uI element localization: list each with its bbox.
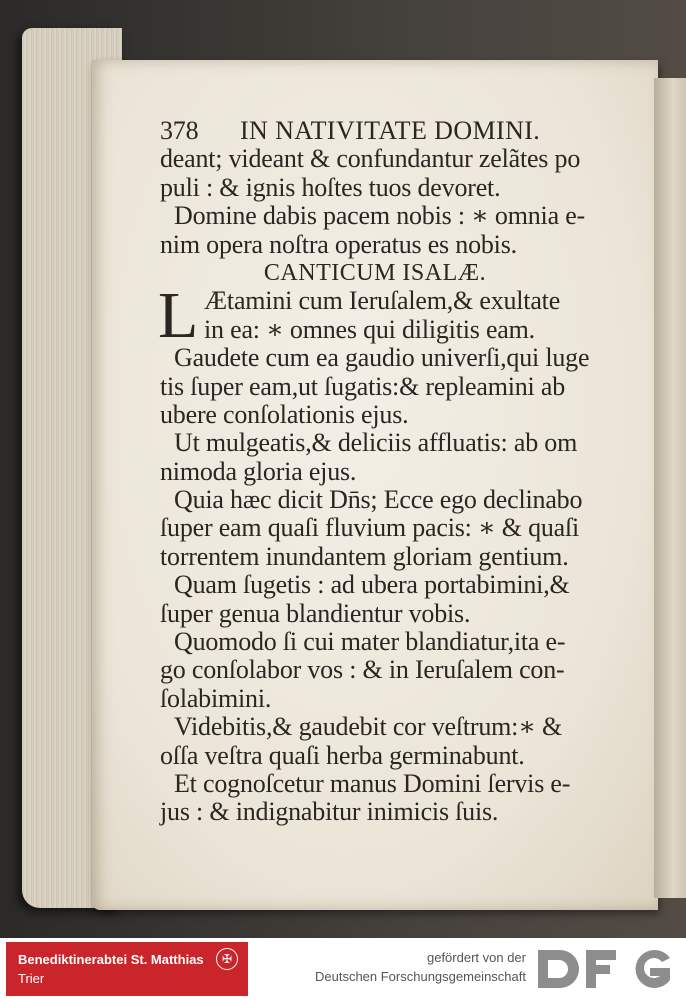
drop-cap: L bbox=[158, 279, 199, 353]
running-title: IN NATIVITATE DOMINI. bbox=[240, 116, 541, 145]
text-line: torrentem inundantem gloriam gentium. bbox=[160, 541, 569, 571]
text-line: oſſa veſtra quaſi herba germinabunt. bbox=[160, 740, 525, 770]
canticle-body bbox=[160, 344, 630, 827]
text-line: ſuper genua blandientur vobis. bbox=[160, 598, 471, 628]
page-header bbox=[160, 117, 630, 145]
page-number: 378 bbox=[160, 116, 199, 145]
text-line: ubere conſolationis ejus. bbox=[160, 399, 409, 429]
text-line: Quam ſugetis : ad ubera portabimini,& bbox=[174, 570, 570, 600]
text-line: Gaudete cum ea gaudio univerſi,qui luge bbox=[174, 343, 590, 373]
institution-name: Benediktinerabtei St. Matthias bbox=[18, 952, 204, 967]
abbey-seal-icon: ✠ bbox=[216, 948, 238, 970]
text-line: deant; videant & confundantur zelãtes po bbox=[160, 144, 581, 174]
dfg-logo[interactable] bbox=[532, 944, 678, 994]
text-line: ſuper eam quaſi fluvium pacis: ∗ & quaſi bbox=[160, 513, 580, 543]
text-line: jus : & indignabitur inimicis ſuis. bbox=[160, 797, 499, 827]
institution-city: Trier bbox=[18, 971, 45, 986]
funding-line-1: gefördert von der bbox=[426, 950, 526, 965]
text-line: Domine dabis pacem nobis : ∗ omnia e- bbox=[174, 201, 586, 231]
text-line: Quia hæc dicit Dn̄s; Ecce ego declinabo bbox=[174, 485, 583, 515]
drop-cap-block bbox=[158, 279, 630, 353]
institution-badge[interactable] bbox=[6, 942, 248, 996]
text-line: Ut mulgeatis,& deliciis affluatis: ab om bbox=[174, 428, 578, 458]
funding-line-2: Deutschen Forschungsgemeinschaft bbox=[314, 969, 526, 984]
text-line: Videbitis,& gaudebit cor veſtrum:∗ & bbox=[174, 712, 563, 742]
facing-page-edge bbox=[654, 78, 686, 898]
text-line: tis ſuper eam,ut ſugatis:& repleamini ab bbox=[160, 371, 566, 401]
text-line: Et cognoſcetur manus Domini ſervis e- bbox=[174, 768, 571, 798]
text-line: nimoda gloria ejus. bbox=[160, 456, 357, 486]
funding-note bbox=[315, 948, 526, 986]
footer-bar bbox=[0, 938, 686, 1000]
page-text bbox=[160, 117, 630, 827]
text-line: puli : & ignis hoſtes tuos devoret. bbox=[160, 172, 501, 202]
text-line: go conſolabor vos : & in Ieruſalem con- bbox=[160, 655, 565, 685]
text-line: nim opera noſtra operatus es nobis. bbox=[160, 229, 517, 259]
text-line: Ætamini cum Ieruſalem,& exultate bbox=[204, 286, 561, 316]
text-line: Quomodo ſi cui mater blandiatur,ita e- bbox=[174, 627, 566, 657]
text-line: ſolabimini. bbox=[160, 683, 272, 713]
section-heading: CANTICUM ISALÆ. bbox=[263, 259, 487, 286]
text-line: in ea: ∗ omnes qui diligitis eam. bbox=[204, 314, 535, 344]
